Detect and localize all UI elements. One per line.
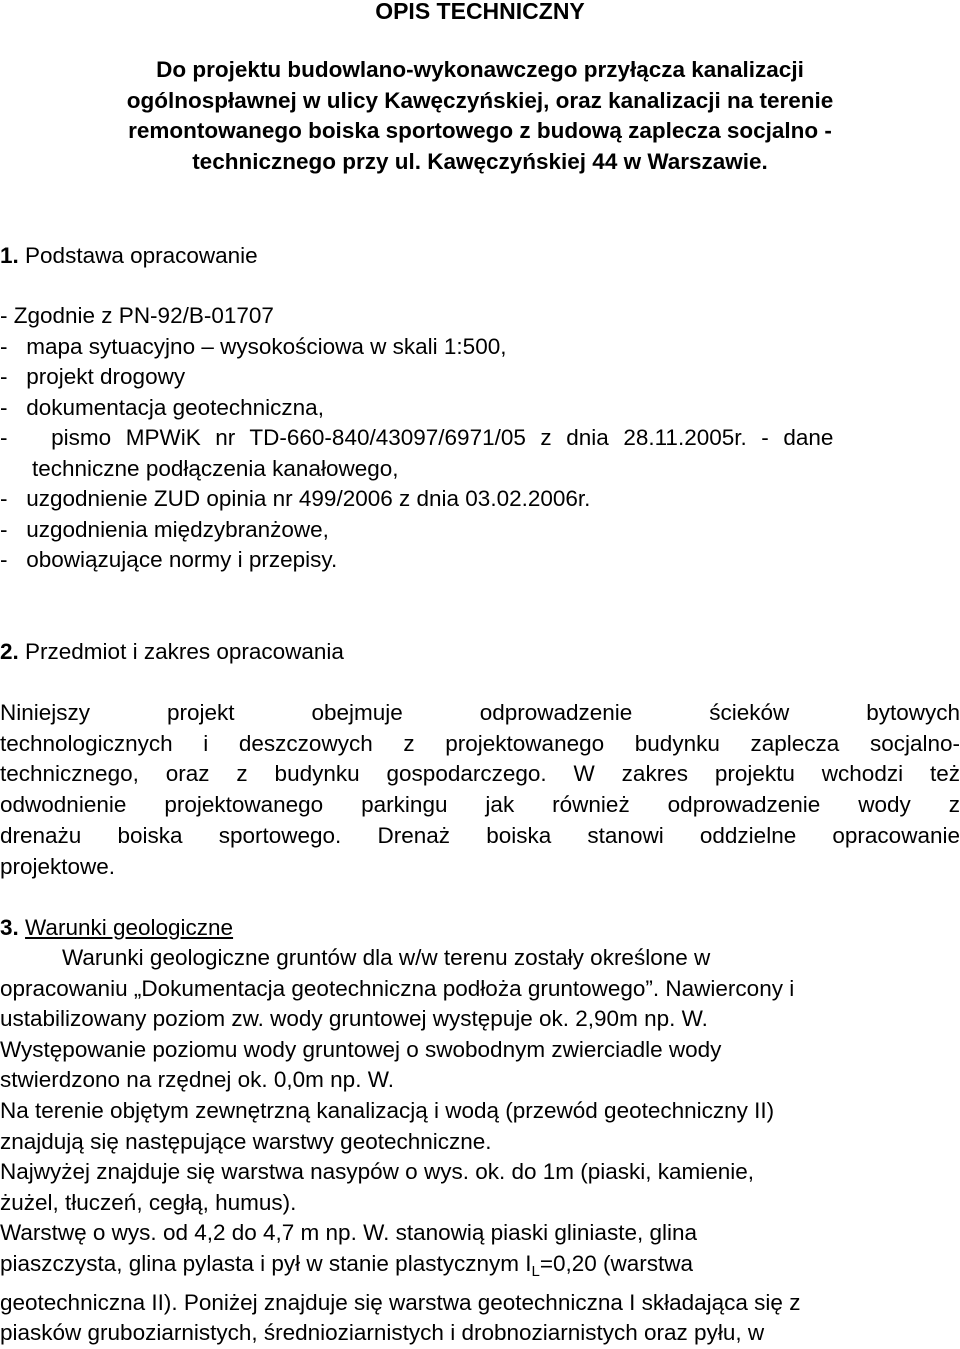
list-item: - mapa sytuacyjno – wysokościowa w skali 1:500, xyxy=(0,333,507,359)
paragraph-line: projektowe. xyxy=(0,853,116,879)
section-2-title: Przedmiot i zakres opracowania xyxy=(25,639,344,664)
list-item-continuation: techniczne podłączenia kanałowego, xyxy=(32,455,399,481)
subscript-text: L xyxy=(531,1262,540,1280)
paragraph-line: opracowaniu „Dokumentacja geotechniczna podłoża gruntowego”. Nawiercony i xyxy=(0,975,795,1001)
paragraph-line: Warunki geologiczne gruntów dla w/w terenu zostały określone w xyxy=(62,945,711,970)
section-1-title: Podstawa opracowanie xyxy=(25,243,258,268)
section-2-heading xyxy=(0,637,344,667)
list-item: - pismo MPWiK nr TD-660-840/43097/6971/05 z dnia 28.11.2005r. - dane xyxy=(0,425,834,450)
paragraph-line: żużel, tłuczeń, cegłą, humus). xyxy=(0,1189,297,1215)
subtitle-line: Do projektu budowlano-wykonawczego przyłącza kanalizacji xyxy=(156,57,804,82)
subtitle-line: technicznego przy ul. Kawęczyńskiej 44 w Warszawie. xyxy=(192,148,768,174)
paragraph-line: Najwyżej znajduje się warstwa nasypów o wys. ok. do 1m (piaski, kamienie, xyxy=(0,1159,755,1185)
list-item: - uzgodnienie ZUD opinia nr 499/2006 z dnia 03.02.2006r. xyxy=(0,486,591,511)
paragraph-line: Warstwę o wys. od 4,2 do 4,7 m np. W. stanowią piaski gliniaste, glina xyxy=(0,1220,697,1246)
document-subtitle xyxy=(0,55,960,177)
subtitle-line: remontowanego boiska sportowego z budową zaplecza socjalno - xyxy=(128,118,832,143)
section-1-heading xyxy=(0,241,258,271)
paragraph-line: Występowanie poziomu wody gruntowej o swobodnym zwierciadle wody xyxy=(0,1036,722,1062)
paragraph-line: Niniejszy projekt obejmuje odprowadzenie ścieków bytowych xyxy=(0,700,960,725)
paragraph-line: Na terenie objętym zewnętrzną kanalizacją i wodą (przewód geotechniczny II) xyxy=(0,1097,775,1123)
paragraph-line: stwierdzono na rzędnej ok. 0,0m np. W. xyxy=(0,1067,394,1093)
section-2-number: 2. xyxy=(0,639,19,664)
paragraph-line: technicznego, oraz z budynku gospodarczego. W zakres projektu wchodzi też xyxy=(0,761,960,787)
paragraph-line: drenażu boiska sportowego. Drenaż boiska stanowi oddzielne opracowanie xyxy=(0,822,960,848)
list-item: - projekt drogowy xyxy=(0,364,186,389)
paragraph-line: piasków gruboziarnistych, średnioziarnistych i drobnoziarnistych oraz pyłu, w xyxy=(0,1320,765,1346)
list-item: - Zgodnie z PN-92/B-01707 xyxy=(0,303,274,328)
paragraph-line: odwodnienie projektowanego parkingu jak również odprowadzenie wody z xyxy=(0,792,960,818)
section-3-number: 3. xyxy=(0,915,19,940)
section-1-number: 1. xyxy=(0,243,19,268)
document-title: OPIS TECHNICZNY xyxy=(375,0,585,24)
section-1-list xyxy=(0,301,960,576)
paragraph-line: znajdują się następujące warstwy geotechniczne. xyxy=(0,1128,492,1154)
list-item: - uzgodnienia międzybranżowe, xyxy=(0,516,329,542)
section-3-paragraph xyxy=(0,943,960,1349)
paragraph-text: =0,20 (warstwa xyxy=(539,1250,694,1276)
subtitle-line: ogólnospławnej w ulicy Kawęczyńskiej, oraz kanalizacji na terenie xyxy=(126,87,834,113)
list-item: - obowiązujące normy i przepisy. xyxy=(0,547,338,572)
section-2-paragraph xyxy=(0,698,960,882)
paragraph-line: ustabilizowany poziom zw. wody gruntowej występuje ok. 2,90m np. W. xyxy=(0,1006,708,1032)
list-item: - dokumentacja geotechniczna, xyxy=(0,394,324,420)
paragraph-line-with-subscript xyxy=(0,1249,960,1288)
section-3-heading xyxy=(0,913,233,943)
paragraph-text: piaszczysta, glina pylasta i pył w stanie plastycznym I xyxy=(0,1250,532,1276)
section-3-title: Warunki geologiczne xyxy=(25,915,234,940)
paragraph-line: technologicznych i deszczowych z projektowanego budynku zaplecza socjalno- xyxy=(0,730,960,756)
paragraph-line: geotechniczna II). Poniżej znajduje się warstwa geotechniczna I składająca się z xyxy=(0,1289,801,1315)
